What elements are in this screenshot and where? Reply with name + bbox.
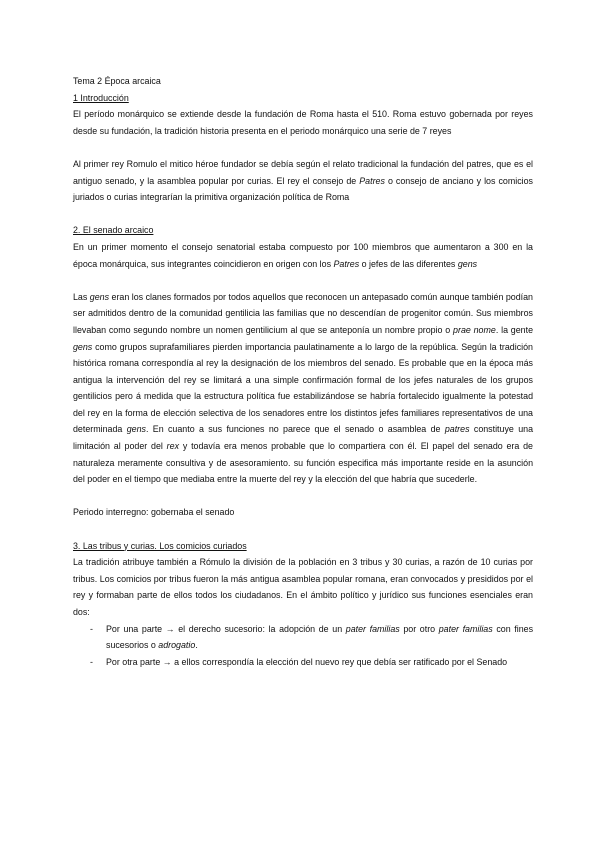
section-2-paragraph-3: Periodo interregno: gobernaba el senado (73, 507, 235, 518)
bullet-dash: - (90, 656, 93, 667)
spacer (73, 272, 533, 289)
section-1-heading: 1 Introducción (73, 92, 129, 103)
section-1-paragraph-2: Al primer rey Romulo el mitico héroe fundador se debía según el relato tradicional la fundación del patres, que es el antiguo senado, y la asamblea popular por curias. El rey el consejo de Patres o consejo de anciano y los comicios juriados o curias integrarían la primitiva organización política de Roma (73, 158, 533, 203)
spacer (73, 488, 533, 505)
section-2-paragraph-1: En un primer momento el consejo senatorial estaba compuesto por 100 miembros que aumentaron a 300 en la época monárquica, sus integrantes coincidieron en origen con los Patres o jefes de las diferentes gens (73, 241, 533, 269)
list-item: - Por una parte → el derecho sucesorio: la adopción de un pater familias por otro pater familias con fines sucesorios o adrogatio. (73, 621, 533, 654)
spacer (73, 206, 533, 223)
section-3-paragraph-1: La tradición atribuye también a Rómulo la división de la población en 3 tribus y 30 curias, a razón de 10 curias por tribus. Los comicios por tribus fueron la más antigua asamblea popular romana, eran convocados y presididos por el rey y formaban parte de ellos todos los ciudadanos. En el ámbito político y jurídico sus funciones esenciales eran dos: (73, 557, 533, 617)
document-page (73, 73, 533, 670)
spacer (73, 521, 533, 538)
functions-list (73, 621, 533, 671)
document-title: Tema 2 Época arcaica (73, 76, 161, 86)
section-2-paragraph-2: Las gens eran los clanes formados por todos aquellos que reconocen un antepasado común aunque también podían ser admitidos dentro de la comunidad gentilicia las familias que no descendían de progenitor común. Sus miembros llevaban como segundo nombre un nomen gentilicium al que se anteponía un nombre propio o prae nome. la gente gens como grupos suprafamiliares pierden importancia paulatinamente a lo largo de la república. Según la tradición histórica romana correspondía al rey la designación de los miembros del senado. Es probable que en la época más antigua la intervención del rey se limitará a una simple confirmación formal de los jefes naturales de los grupos gentilicios pero á medida que la estructura política fue estabilizándose se habría fortalecido igualmente la potestad del rey en la forma de elección selectiva de los senadores entre los distintos jefes familiares representativos de una determinada gens. En cuanto a sus funciones no parece que el senado o asamblea de patres constituye una limitación al poder del rex y todavía era menos probable que lo compartiera con él. El papel del senado era de naturaleza meramente consultiva y de asesoramiento. su función especifica más importante reside en la asunción del poder en el tiempo que mediaba entre la muerte del rey y la elección del que habría que sucederle. (73, 291, 534, 485)
bullet-dash: - (90, 623, 93, 634)
section-1-paragraph-1: El período monárquico se extiende desde la fundación de Roma hasta el 510. Roma estuvo gobernada por reyes desde su fundación, la tradición historia presenta en el periodo monárquico una serie de 7 reyes (73, 109, 533, 136)
section-2-heading: 2. El senado arcaico (73, 225, 154, 236)
spacer (73, 139, 533, 156)
section-3-heading: 3. Las tribus y curias. Los comicios curiados (73, 540, 247, 551)
list-item: - Por otra parte → a ellos correspondía la elección del nuevo rey que debía ser ratificado por el Senado (73, 654, 533, 671)
